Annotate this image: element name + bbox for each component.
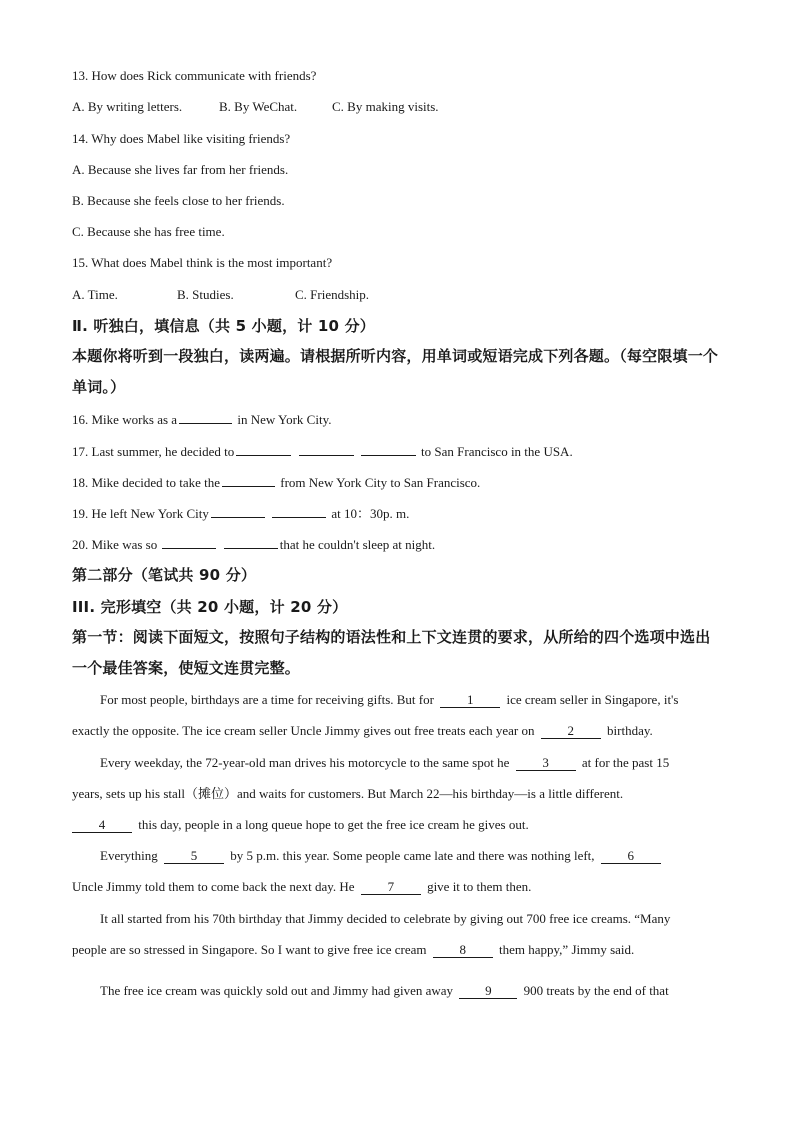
passage-line: years, sets up his stall（摊位）and waits for customers. But March 22—his birthday—is a little different. xyxy=(72,786,624,801)
cloze-blank-9[interactable]: 9 xyxy=(459,984,517,999)
option-c: C. By making visits. xyxy=(332,99,439,114)
answer-blank[interactable] xyxy=(179,411,232,424)
passage-line: The free ice cream was quickly sold out and Jimmy had given away 9 900 treats by the end of that xyxy=(100,983,669,998)
question-15: 15. What does Mabel think is the most important? xyxy=(72,255,333,270)
question-13-options xyxy=(72,99,439,115)
answer-blank[interactable] xyxy=(236,443,291,456)
question-14: 14. Why does Mabel like visiting friends? xyxy=(72,131,291,146)
answer-blank[interactable] xyxy=(162,536,216,549)
question-16: 16. Mike works as a in New York City. xyxy=(72,412,332,427)
cloze-blank-5[interactable]: 5 xyxy=(164,849,224,864)
cloze-blank-4[interactable]: 4 xyxy=(72,818,132,833)
cloze-blank-7[interactable]: 7 xyxy=(361,880,421,895)
answer-blank[interactable] xyxy=(361,443,416,456)
question-18: 18. Mike decided to take the from New York City to San Francisco. xyxy=(72,475,481,490)
section-2-heading: Ⅱ. 听独白，填信息（共 5 小题，计 10 分） xyxy=(72,317,376,335)
option-b: B. By WeChat. xyxy=(219,99,298,114)
cloze-blank-2[interactable]: 2 xyxy=(541,724,601,739)
option-c: C. Friendship. xyxy=(295,287,370,302)
section-3-instruction: 第一节：阅读下面短文，按照句子结构的语法性和上下文连贯的要求，从所给的四个选项中选出一个最佳答案，使短文连贯完整。 xyxy=(72,628,711,677)
cloze-blank-6[interactable]: 6 xyxy=(601,849,661,864)
option-b: B. Because she feels close to her friends. xyxy=(72,193,285,208)
passage-line: Uncle Jimmy told them to come back the next day. He 7 give it to them then. xyxy=(72,879,532,894)
option-a: A. Because she lives far from her friends. xyxy=(72,162,289,177)
question-15-options xyxy=(72,287,369,303)
cloze-blank-3[interactable]: 3 xyxy=(516,756,576,771)
answer-blank[interactable] xyxy=(222,474,275,487)
passage-line: Every weekday, the 72-year-old man drives his motorcycle to the same spot he 3 at for the past 15 xyxy=(100,755,670,770)
option-a: A. By writing letters. xyxy=(72,99,183,114)
part-2-heading: 第二部分（笔试共 90 分） xyxy=(72,566,257,584)
section-2-instruction: 本题你将听到一段独白，读两遍。请根据所听内容，用单词或短语完成下列各题。（每空限填一个单词。） xyxy=(72,347,719,396)
option-b: B. Studies. xyxy=(177,287,234,302)
answer-blank[interactable] xyxy=(211,505,265,518)
option-a: A. Time. xyxy=(72,287,118,302)
answer-blank[interactable] xyxy=(224,536,278,549)
passage-line: Everything 5 by 5 p.m. this year. Some people came late and there was nothing left, 6 xyxy=(100,848,664,864)
passage-line: exactly the opposite. The ice cream seller Uncle Jimmy gives out free treats each year on 2 birthday. xyxy=(72,723,653,738)
passage-line: It all started from his 70th birthday that Jimmy decided to celebrate by giving out 700 free ice creams. “Many xyxy=(100,911,671,926)
passage-line: For most people, birthdays are a time for receiving gifts. But for 1 ice cream seller in Singapore, it's xyxy=(100,692,679,707)
passage-line: people are so stressed in Singapore. So I want to give free ice cream 8 them happy,” Jimmy said. xyxy=(72,942,635,957)
question-19: 19. He left New York City at 10：30p. m. xyxy=(72,506,410,521)
question-13: 13. How does Rick communicate with friends? xyxy=(72,68,317,83)
passage-line: 4 this day, people in a long queue hope to get the free ice cream he gives out. xyxy=(72,817,529,833)
answer-blank[interactable] xyxy=(272,505,326,518)
section-3-heading: III. 完形填空（共 20 小题，计 20 分） xyxy=(72,598,348,616)
cloze-blank-1[interactable]: 1 xyxy=(440,693,500,708)
question-17: 17. Last summer, he decided to to San Francisco in the USA. xyxy=(72,444,573,459)
option-c: C. Because she has free time. xyxy=(72,224,225,239)
question-20: 20. Mike was so that he couldn't sleep at night. xyxy=(72,537,436,552)
answer-blank[interactable] xyxy=(299,443,354,456)
cloze-blank-8[interactable]: 8 xyxy=(433,943,493,958)
